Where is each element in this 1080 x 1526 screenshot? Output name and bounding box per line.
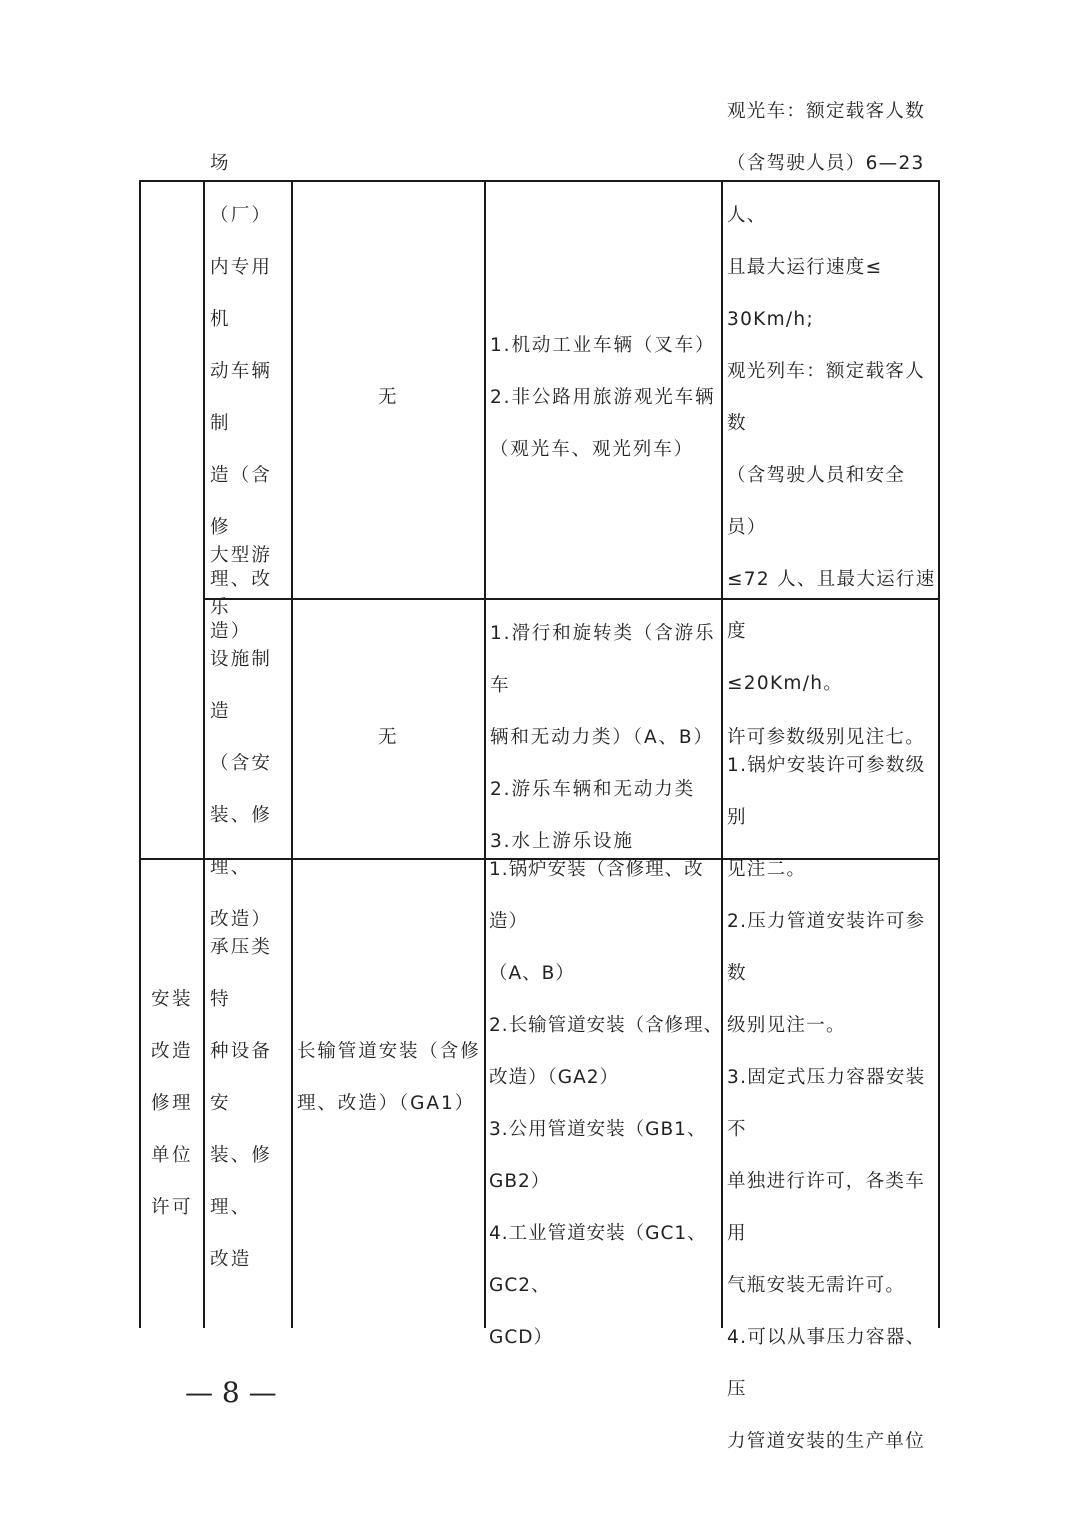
sub-item-text: 无	[377, 387, 399, 408]
table-cell-notes	[727, 755, 939, 1452]
table-cell-sub-item	[293, 372, 484, 424]
table-cell-notes	[727, 101, 939, 694]
table-cell-item	[210, 937, 292, 1270]
notes-text: 观光车：额定载客人数 （含驾驶人员）6—23 人、 且最大运行速度≤ 30Km/h; 观光列车：额定载客人数 （含驾驶人员和安全员） ≤72 人、且最大运行速度 ≤20Km/h。	[727, 101, 936, 694]
sub-item-text: 长输管道安装（含修 理、改造）（GA1）	[297, 1041, 481, 1114]
table-cell-item	[210, 545, 292, 930]
table-cell-category	[141, 182, 203, 598]
notes-text: 许可参数级别见注七。	[727, 727, 926, 748]
sub-item-text: 无	[377, 727, 399, 748]
table-cell-sub-item	[293, 712, 484, 764]
column-divider	[203, 180, 205, 1328]
types-text: 1.滑行和旋转类（含游乐车 辆和无动力类）（A、B） 2.游乐车辆和无动力类 3.水上游乐设施	[490, 623, 716, 852]
table-cell-sub-item	[297, 1026, 484, 1130]
types-text: 1.机动工业车辆（叉车） 2.非公路用旅游观光车辆 （观光车、观光列车）	[490, 335, 716, 460]
item-text: 场（厂） 内专用机 动车辆制 造（含修 理、改造）	[210, 153, 273, 642]
table-cell-types	[490, 623, 722, 852]
table-cell-types	[490, 320, 722, 476]
notes-text: 1.锅炉安装许可参数级别 见注二。 2.压力管道安装许可参数 级别见注一。 3.固定式压力容器安装不 单独进行许可，各类车用 气瓶安装无需许可。 4.可以从事压力容器、压 力管道安装的生产单位	[727, 755, 926, 1452]
table-cell-types	[489, 859, 725, 1348]
types-text: 1.锅炉安装（含修理、改造） （A、B） 2.长输管道安装（含修理、 改造）（GA2） 3.公用管道安装（GB1、GB2） 4.工业管道安装（GC1、GC2、 GCD）	[489, 859, 724, 1348]
item-text: 大型游乐 设施制造 （含安 装、修理、 改造）	[210, 545, 273, 930]
category-text: 安装 改造 修理 单位 许可	[150, 989, 193, 1218]
table-cell-item	[210, 153, 292, 642]
table-cell-category	[141, 974, 203, 1234]
page-number: — 8 —	[185, 1376, 277, 1409]
column-divider	[484, 180, 486, 1328]
item-text: 承压类特 种设备安 装、修理、 改造	[210, 937, 273, 1270]
